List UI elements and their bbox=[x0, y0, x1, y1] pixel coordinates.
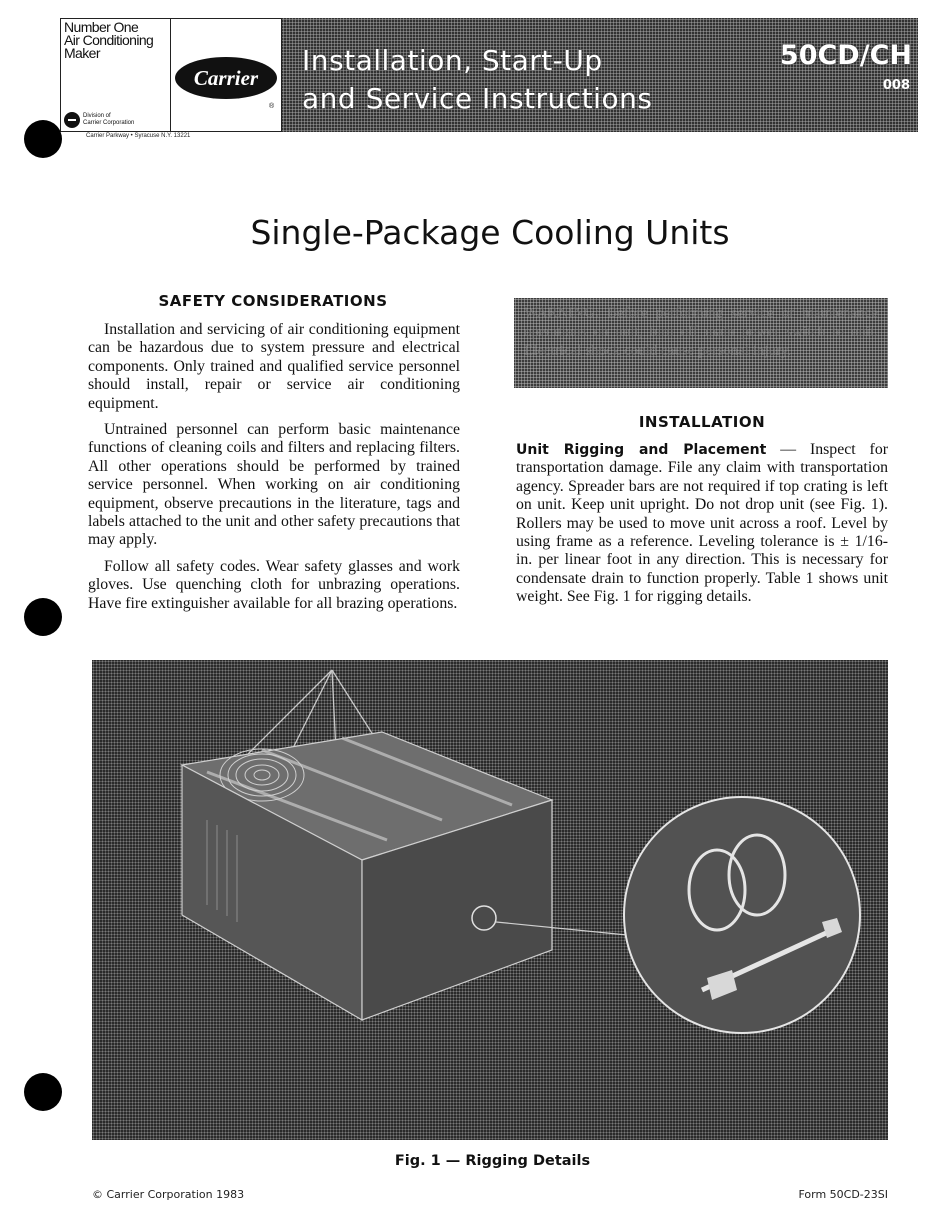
subheading-dash: — bbox=[766, 441, 810, 458]
registered-mark: ® bbox=[269, 103, 275, 110]
division-text: Division of Carrier Corporation bbox=[83, 113, 135, 126]
warning-text: WARNING: Before performing service or maintenance operations on unit, turn off main power switch to unit. Electrical shock could cause personal injury. bbox=[524, 305, 878, 359]
installation-body: Inspect for transportation damage. File any claim with transportation agency. Spreader bars are not required if top crating is left on unit. Keep unit upright. Do not drop unit (see Fig. 1). Rollers may be used to move unit across a roof. Level by using frame as a reference. Leveling tolerance is ± 1/16-in. per linear foot in any direction. This is necessary for condensate drain to function properly. Table 1 shows unit weight. See Fig. 1 for rigging details. bbox=[516, 441, 888, 606]
warning-box bbox=[514, 298, 888, 388]
model-size: 008 bbox=[882, 78, 910, 93]
safety-heading: SAFETY CONSIDERATIONS bbox=[158, 292, 388, 310]
title-line-1: Installation, Start-Up bbox=[302, 44, 603, 77]
title-bar bbox=[282, 18, 918, 132]
punch-hole-bottom bbox=[24, 1073, 62, 1111]
installation-section bbox=[516, 441, 888, 615]
installation-heading: INSTALLATION bbox=[638, 413, 766, 431]
carrier-logo bbox=[175, 57, 277, 99]
punch-hole-top bbox=[24, 120, 62, 158]
rigging-subheading: Unit Rigging and Placement bbox=[516, 442, 767, 458]
model-number: 50CD/CH bbox=[779, 40, 912, 71]
rigging-figure bbox=[92, 660, 888, 1140]
tagline: Number One Air Conditioning Maker bbox=[64, 19, 154, 61]
safety-paragraph: Follow all safety codes. Wear safety glasses and work gloves. Use quenching cloth for unbrazing operations. Have fire extinguisher available for all brazing operations. bbox=[88, 557, 460, 612]
rigging-illustration bbox=[92, 660, 888, 1140]
division-logo-icon bbox=[64, 112, 80, 128]
tagline-panel bbox=[61, 19, 171, 131]
figure-caption: Fig. 1 — Rigging Details bbox=[394, 1153, 591, 1169]
safety-section bbox=[88, 321, 460, 621]
page-title: Single-Package Cooling Units bbox=[250, 213, 730, 252]
safety-paragraph: Untrained personnel can perform basic maintenance functions of cleaning coils and filters and replacing filters. All other operations should be performed by trained service personnel. When working on air conditioning equipment, observe precautions in the literature, tags and labels attached to the unit and other safety precautions that may apply. bbox=[88, 421, 460, 549]
company-address: Carrier Parkway • Syracuse N.Y. 13221 bbox=[86, 133, 191, 139]
shackle-detail bbox=[624, 797, 860, 1033]
installation-paragraph bbox=[516, 441, 888, 607]
logo-block bbox=[60, 18, 282, 132]
safety-paragraph: Installation and servicing of air conditioning equipment can be hazardous due to system pressure and electrical components. Only trained and qualified service personnel should install, repair or service air conditioning equipment. bbox=[88, 321, 460, 412]
brand-name: Carrier bbox=[193, 65, 259, 90]
copyright: © Carrier Corporation 1983 bbox=[92, 1188, 245, 1201]
form-number: Form 50CD-23SI bbox=[798, 1188, 888, 1201]
title-line-2: and Service Instructions bbox=[302, 82, 653, 115]
punch-hole-middle bbox=[24, 598, 62, 636]
